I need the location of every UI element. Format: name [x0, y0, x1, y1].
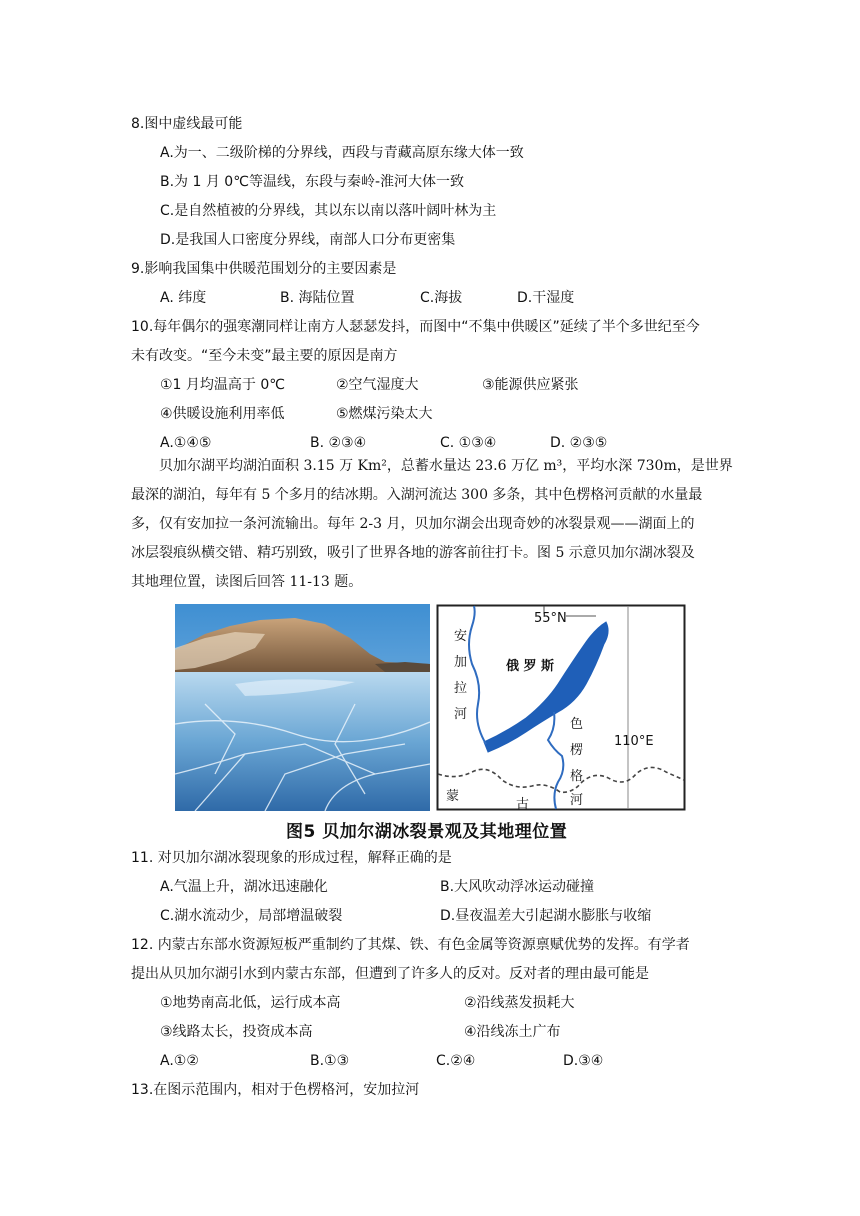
q9-option-c: C.海拔: [420, 290, 463, 306]
angara-label-1: 安: [454, 629, 468, 644]
selenga-label-1: 色: [570, 717, 584, 732]
q12-option-d: D.③④: [563, 1053, 604, 1069]
q12-statement-3: ③线路太长，投资成本高: [160, 1024, 313, 1040]
russia-label: 俄 罗 斯: [506, 659, 555, 674]
q10-statement-4: ④供暖设施利用率低: [160, 406, 285, 422]
ice-crack-photo: [175, 604, 430, 811]
angara-label-3: 拉: [454, 681, 468, 696]
q10-stem-line1: 10.每年偶尔的强寒潮同样让南方人瑟瑟发抖，而图中“不集中供暖区”延续了半个多世纪至今: [131, 319, 700, 335]
longitude-label: 110°E: [614, 734, 654, 749]
q12-stem-line2: 提出从贝加尔湖引水到内蒙古东部，但遭到了许多人的反对。反对者的理由最可能是: [131, 966, 649, 982]
q10-option-d: D. ②③⑤: [550, 435, 608, 451]
q9-option-b: B. 海陆位置: [280, 290, 355, 306]
q10-option-c: C. ①③④: [440, 435, 497, 451]
q12-option-b: B.①③: [310, 1053, 350, 1069]
selenga-label-4: 河: [570, 793, 584, 808]
selenga-label-3: 格: [570, 769, 584, 784]
baikal-location-map: [436, 604, 686, 811]
q9-option-d: D.干湿度: [517, 290, 575, 306]
mongolia-label-1: 蒙: [446, 789, 460, 804]
q8-option-b: B.为 1 月 0℃等温线，东段与秦岭-淮河大体一致: [160, 174, 464, 190]
q12-statement-1: ①地势南高北低，运行成本高: [160, 995, 341, 1011]
q8-option-c: C.是自然植被的分界线，其以东以南以落叶阔叶林为主: [160, 203, 497, 219]
q10-statement-2: ②空气湿度大: [336, 377, 419, 393]
angara-label-4: 河: [454, 707, 468, 722]
q12-stem-line1: 12. 内蒙古东部水资源短板严重制约了其煤、铁、有色金属等资源禀赋优势的发挥。有学者: [131, 937, 690, 953]
baikal-passage: [131, 452, 733, 597]
q11-option-c: C.湖水流动少，局部增温破裂: [160, 908, 343, 924]
q11-option-d: D.昼夜温差大引起湖水膨胀与收缩: [440, 908, 652, 924]
q9-stem: 9.影响我国集中供暖范围划分的主要因素是: [131, 261, 397, 277]
q10-statement-1: ①1 月均温高于 0℃: [160, 377, 285, 393]
mongolia-label-2: 古: [516, 797, 530, 811]
passage-line-3: 多，仅有安加拉一条河流输出。每年 2-3 月，贝加尔湖会出现奇妙的冰裂景观——湖面上的: [131, 516, 695, 532]
passage-line-4: 冰层裂痕纵横交错、精巧别致，吸引了世界各地的游客前往打卡。图 5 示意贝加尔湖冰裂及: [131, 545, 695, 561]
q8-option-a: A.为一、二级阶梯的分界线，西段与青藏高原东缘大体一致: [160, 145, 524, 161]
latitude-label: 55°N: [534, 611, 567, 626]
q8-stem: 8.图中虚线最可能: [131, 116, 243, 132]
q8-option-d: D.是我国人口密度分界线，南部人口分布更密集: [160, 232, 456, 248]
q10-statement-3: ③能源供应紧张: [482, 377, 579, 393]
figure-caption: 图5 贝加尔湖冰裂景观及其地理位置: [286, 822, 568, 842]
q10-option-a: A.①④⑤: [160, 435, 212, 451]
q13-stem: 13.在图示范围内，相对于色楞格河，安加拉河: [131, 1082, 420, 1098]
q12-statement-2: ②沿线蒸发损耗大: [464, 995, 575, 1011]
q11-option-b: B.大风吹动浮冰运动碰撞: [440, 879, 595, 895]
passage-line-1: 贝加尔湖平均湖泊面积 3.15 万 Km²，总蓄水量达 23.6 万亿 m³，平均水深 730m，是世界: [159, 458, 733, 474]
q11-stem: 11. 对贝加尔湖冰裂现象的形成过程，解释正确的是: [131, 850, 452, 866]
q11-option-a: A.气温上升，湖冰迅速融化: [160, 879, 328, 895]
q12-option-c: C.②④: [436, 1053, 476, 1069]
selenga-label-2: 楞: [570, 743, 584, 758]
q12-statement-4: ④沿线冻土广布: [464, 1024, 561, 1040]
q12-option-a: A.①②: [160, 1053, 199, 1069]
passage-line-2: 最深的湖泊，每年有 5 个多月的结冰期。入湖河流达 300 多条，其中色楞格河贡献的水量最: [131, 487, 703, 503]
angara-label-2: 加: [454, 655, 468, 670]
q10-stem-line2: 未有改变。“至今未变”最主要的原因是南方: [131, 348, 398, 364]
q10-option-b: B. ②③④: [310, 435, 367, 451]
q9-option-a: A. 纬度: [160, 290, 207, 306]
q10-statement-5: ⑤燃煤污染太大: [336, 406, 433, 422]
passage-line-5: 其地理位置，读图后回答 11-13 题。: [131, 574, 363, 590]
